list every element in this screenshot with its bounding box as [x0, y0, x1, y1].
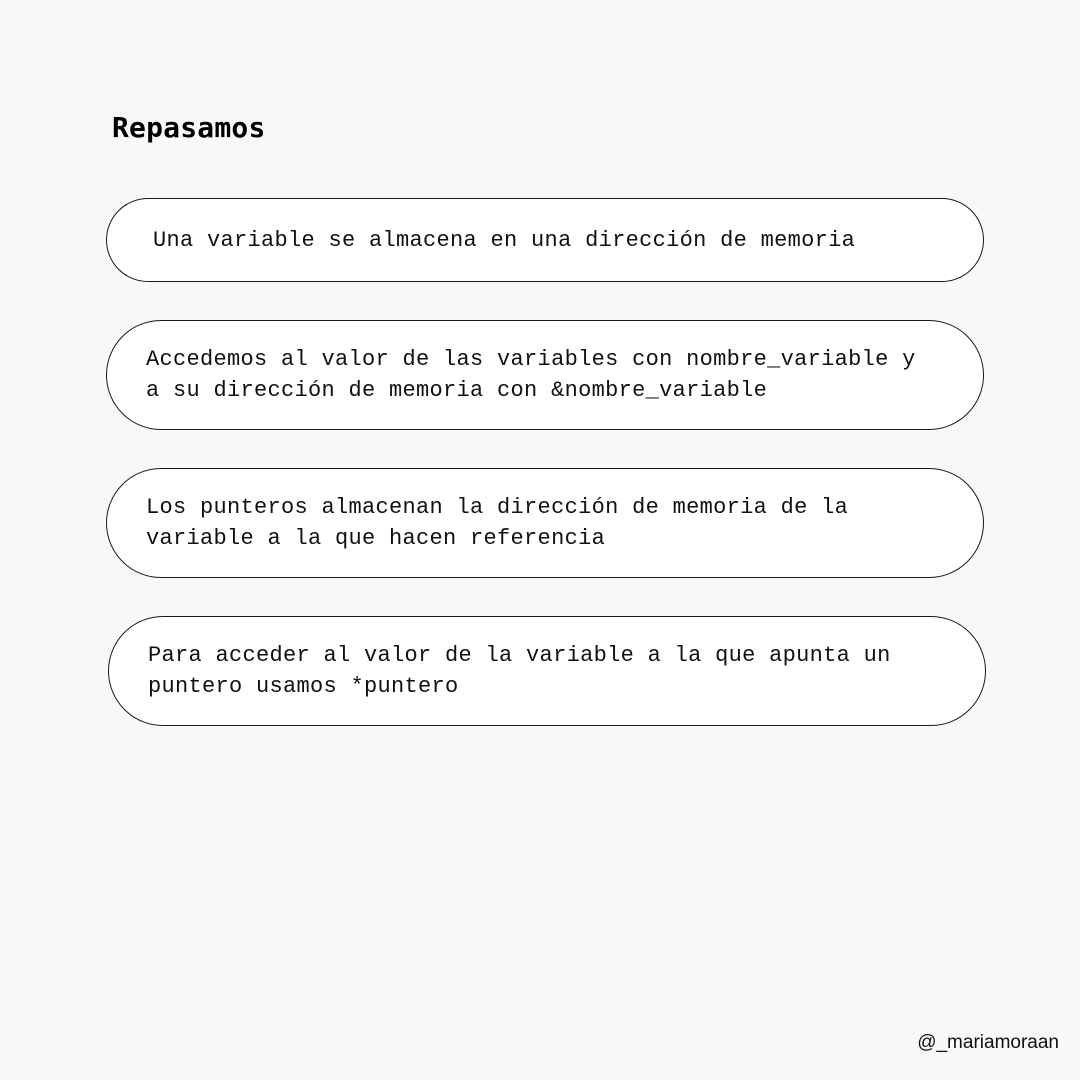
summary-card-4 [108, 616, 986, 726]
summary-card-1 [106, 198, 984, 282]
author-handle: @_mariamoraan [917, 1032, 1059, 1053]
summary-card-2 [106, 320, 984, 430]
page-title: Repasamos [112, 111, 266, 144]
summary-card-text: Para acceder al valor de la variable a la que apunta un puntero usamos *puntero [148, 643, 891, 699]
summary-card-text: Accedemos al valor de las variables con nombre_variable y a su dirección de memoria con &nombre_variable [146, 347, 916, 403]
summary-card-text: Una variable se almacena en una dirección de memoria [153, 227, 856, 253]
summary-card-text: Los punteros almacenan la dirección de memoria de la variable a la que hacen referencia [146, 495, 849, 551]
summary-card-3 [106, 468, 984, 578]
